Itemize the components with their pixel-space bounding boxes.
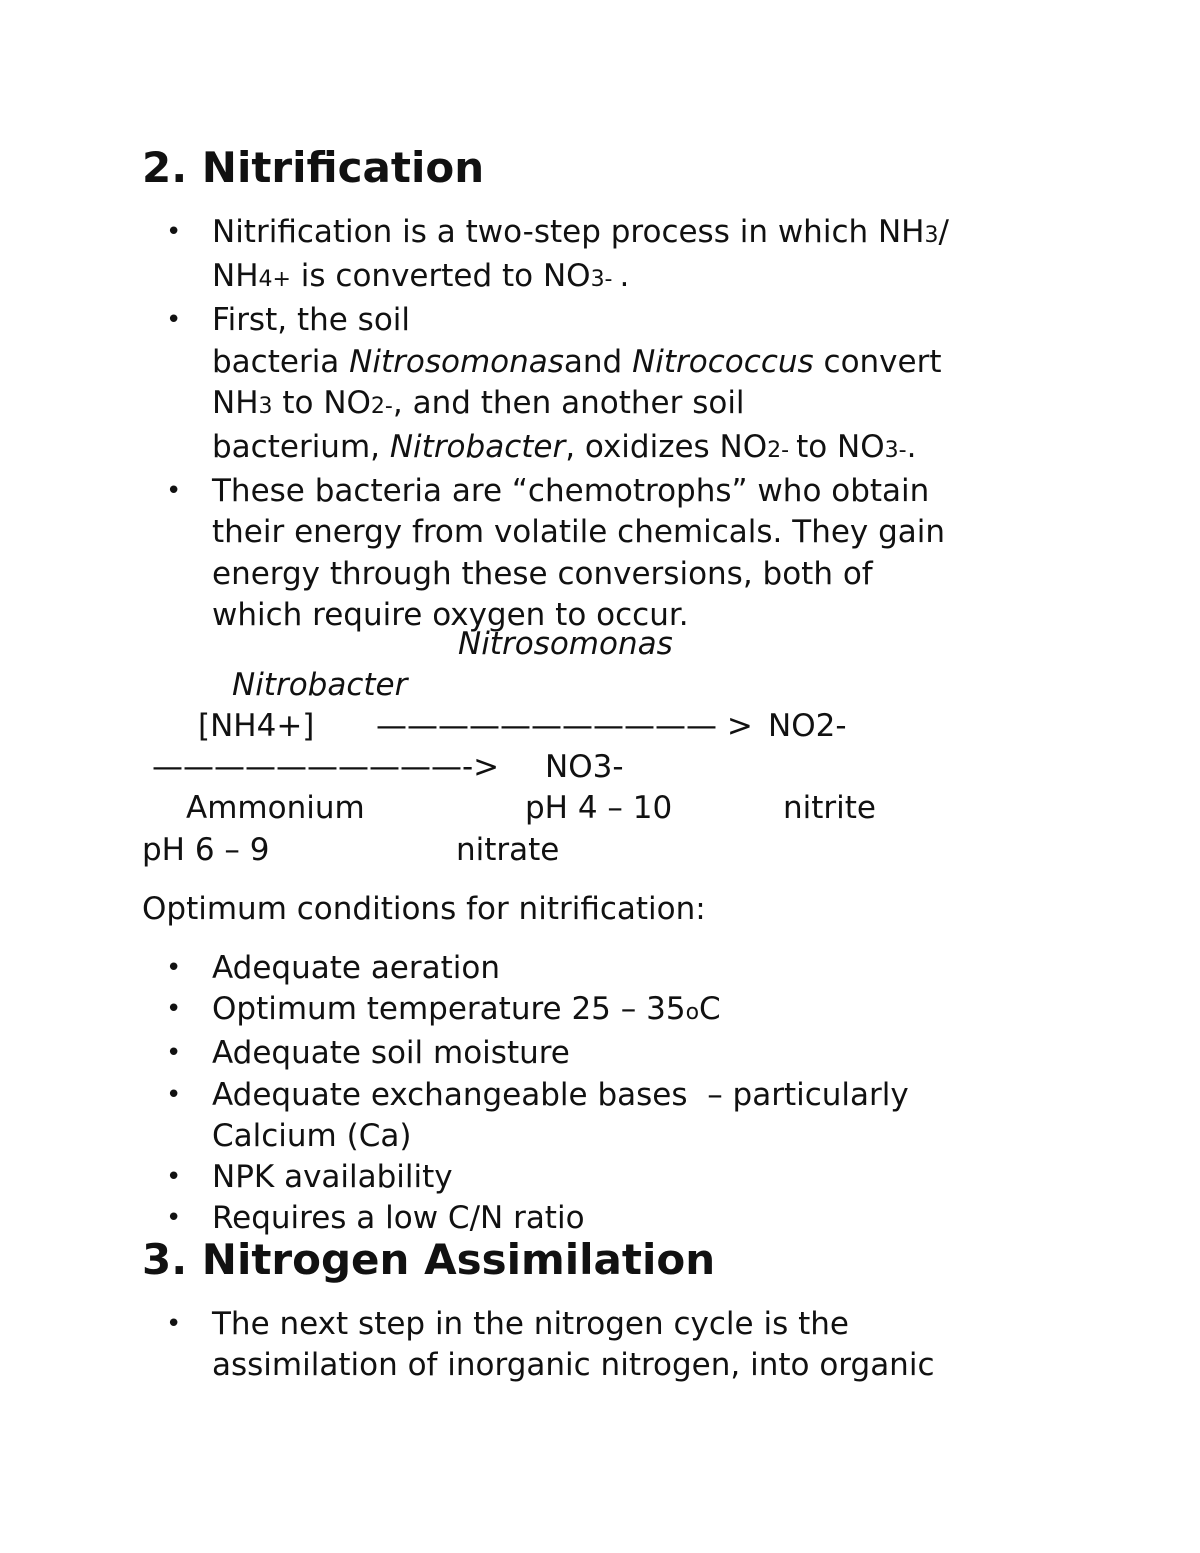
nitrite-label: nitrite — [783, 790, 876, 826]
text-line: Calcium (Ca) — [212, 1117, 412, 1154]
section-heading-nitrification: 2. Nitrification — [142, 143, 485, 192]
ammonium-formula: [NH4+] — [198, 708, 315, 744]
list-item — [142, 948, 1082, 989]
text-run: NH — [212, 258, 259, 295]
text-line: These bacteria are “chemotrophs” who obtain — [212, 473, 930, 510]
list-item — [142, 1304, 1082, 1386]
assimilation-bullet-list — [142, 1304, 1082, 1386]
list-item — [142, 1033, 1082, 1074]
text-run: C — [699, 991, 721, 1028]
text-line — [212, 989, 1082, 1033]
nitrification-bullet-list — [142, 212, 1082, 636]
list-item — [142, 989, 1082, 1033]
bullet-icon: • — [166, 1038, 182, 1069]
nitrobacter-label: Nitrobacter — [232, 667, 408, 703]
text-run: convert — [813, 343, 942, 380]
bullet-icon: • — [166, 1079, 182, 1110]
text-run: . — [619, 258, 630, 295]
bullet-icon: • — [166, 305, 182, 336]
text-run: bacterium, — [212, 429, 390, 466]
nitrite-formula: NO2- — [768, 708, 847, 744]
text-line — [212, 342, 1082, 383]
text-line — [212, 427, 1082, 471]
text-line — [212, 383, 1082, 427]
subscript: 3 — [258, 393, 273, 419]
subscript: 2- — [370, 393, 393, 419]
ph-range-1: pH 4 – 10 — [525, 790, 673, 826]
text-line: First, the soil — [212, 302, 411, 339]
bullet-icon: • — [166, 1309, 182, 1339]
list-item — [142, 1157, 1082, 1198]
list-item — [142, 1198, 1082, 1239]
italic-term: Nitrococcus — [632, 343, 814, 380]
subscript: o — [685, 1000, 700, 1026]
text-run: bacteria — [212, 343, 350, 380]
bullet-icon: • — [166, 476, 182, 507]
list-item — [142, 471, 1082, 636]
text-run: Nitrification is a two-step process in which NH — [212, 214, 925, 250]
text-line — [212, 256, 1082, 300]
text-line: Adequate aeration — [212, 950, 501, 986]
text-line: Requires a low C/N ratio — [212, 1200, 585, 1237]
text-line: energy through these conversions, both of — [212, 555, 873, 592]
text-line — [212, 212, 1082, 256]
bullet-icon: • — [166, 1162, 182, 1193]
bullet-icon: • — [166, 1203, 182, 1234]
text-run: is converted to NO — [290, 258, 591, 295]
reaction-arrow-1: ——————————— > — [376, 708, 753, 744]
text-run: to NO — [796, 429, 885, 466]
nitrate-formula: NO3- — [545, 749, 624, 785]
subscript: 3- — [884, 438, 907, 464]
list-item — [142, 1075, 1082, 1157]
reaction-arrow-2: ——————————-> — [152, 749, 500, 785]
text-line: Adequate exchangeable bases – particularly — [212, 1076, 909, 1113]
text-run: Optimum temperature 25 – 35 — [212, 991, 686, 1028]
bullet-icon: • — [166, 994, 182, 1025]
text-run: NH — [212, 384, 259, 421]
text-line: assimilation of inorganic nitrogen, into organic — [212, 1347, 935, 1384]
conditions-bullet-list — [142, 948, 1082, 1239]
italic-term: Nitrosomonas — [349, 343, 564, 380]
list-item — [142, 212, 1082, 300]
bullet-icon: • — [166, 217, 182, 247]
optimum-conditions-label: Optimum conditions for nitrification: — [142, 891, 706, 927]
text-line: The next step in the nitrogen cycle is the — [212, 1306, 849, 1342]
text-run: and — [563, 343, 633, 380]
list-item — [142, 300, 1082, 471]
text-run: , oxidizes NO — [565, 429, 768, 466]
section-heading-nitrogen-assimilation: 3. Nitrogen Assimilation — [142, 1235, 716, 1284]
subscript: 3- — [590, 267, 620, 293]
text-line: Adequate soil moisture — [212, 1035, 570, 1072]
subscript: 2- — [767, 438, 797, 464]
text-run: , and then another soil — [392, 384, 745, 421]
text-run: . — [906, 429, 917, 466]
subscript: 4+ — [258, 267, 291, 293]
italic-term: Nitrobacter — [389, 429, 566, 466]
subscript: 3 — [924, 223, 939, 248]
ph-range-2: pH 6 – 9 — [142, 832, 270, 868]
bullet-icon: • — [166, 953, 182, 983]
ammonium-label: Ammonium — [186, 790, 365, 826]
text-run: to NO — [272, 384, 371, 421]
text-line: NPK availability — [212, 1159, 453, 1196]
text-line: which require oxygen to occur. — [212, 596, 689, 633]
text-run: / — [938, 214, 949, 250]
nitrosomonas-label: Nitrosomonas — [458, 626, 673, 662]
nitrate-label: nitrate — [456, 832, 560, 868]
text-line: their energy from volatile chemicals. They gain — [212, 514, 946, 551]
